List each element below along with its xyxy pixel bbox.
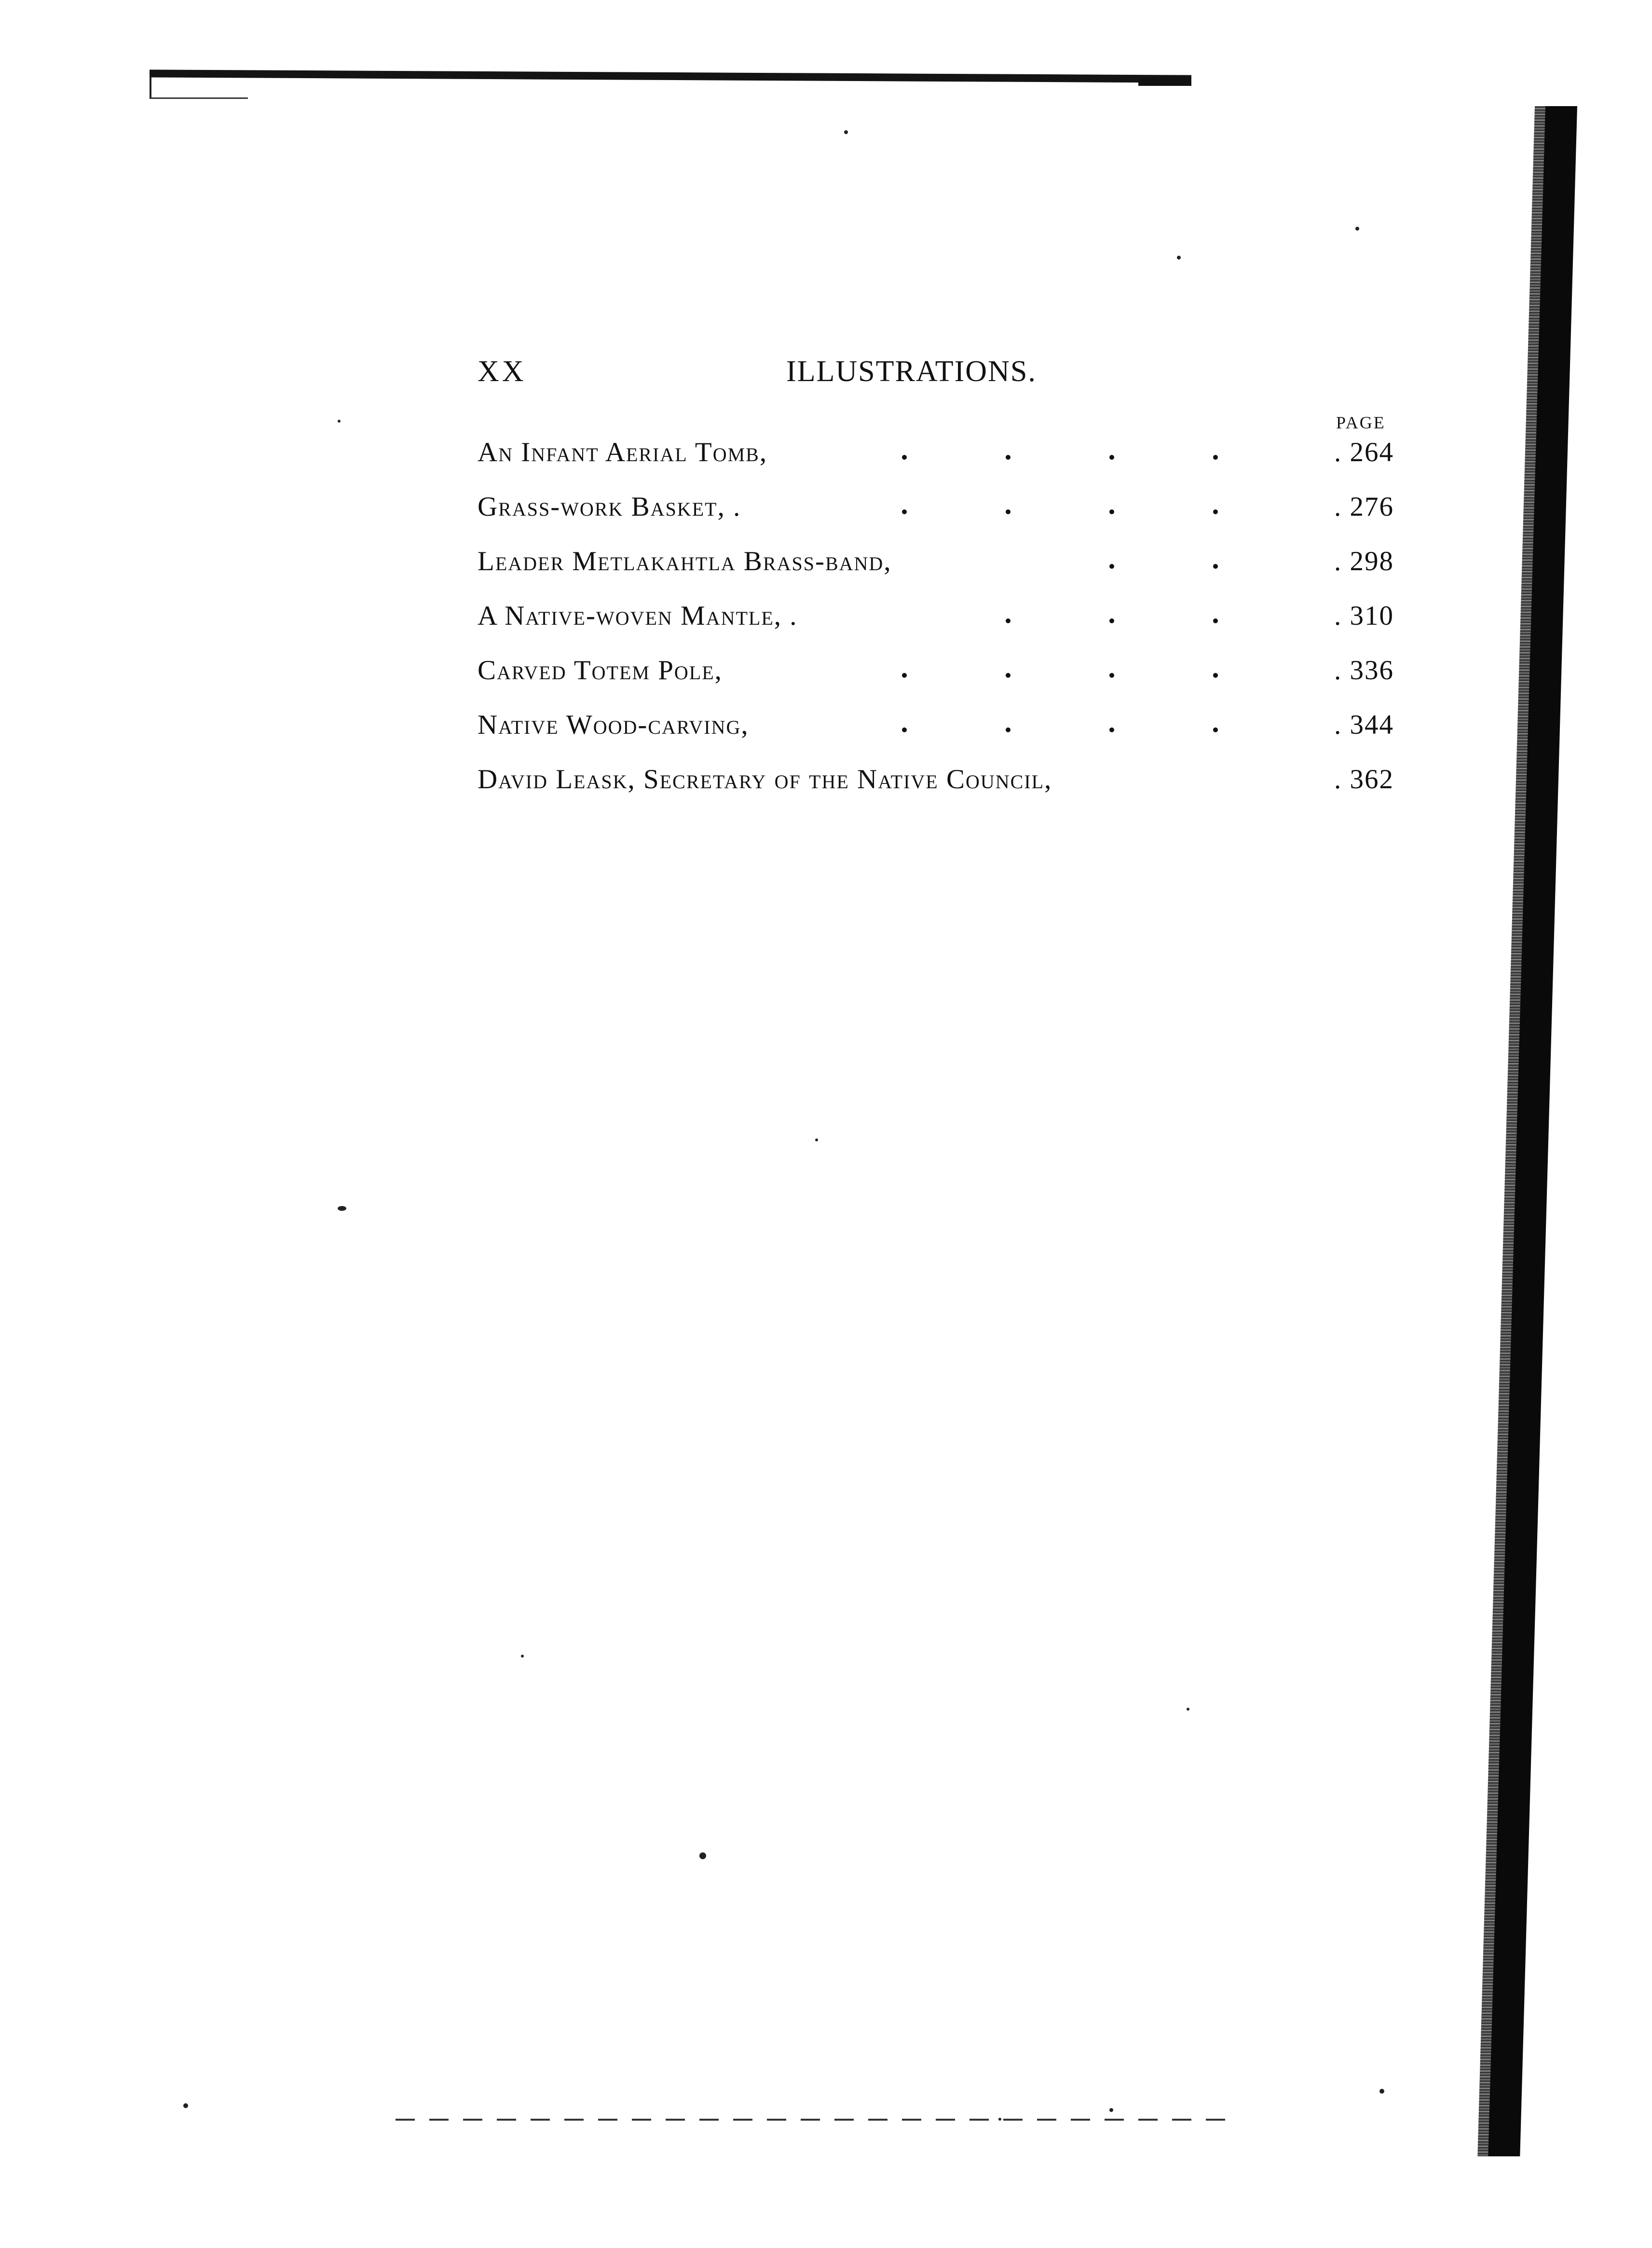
- leader-dots: [478, 655, 1394, 693]
- list-item: [478, 764, 1394, 818]
- running-title: ILLUSTRATIONS.: [786, 355, 1037, 388]
- page-header: [478, 355, 1394, 398]
- entry-page: . 310: [1334, 601, 1394, 631]
- page-edge: [1486, 106, 1577, 2156]
- leader-dots: [478, 600, 1394, 639]
- entry-page: . 336: [1334, 655, 1394, 685]
- entry-page: . 344: [1334, 710, 1394, 740]
- page-number: XX: [478, 355, 527, 388]
- entry-title: Leader Metlakahtla Brass-band,: [478, 546, 892, 576]
- bottom-rule: [396, 2119, 1225, 2121]
- page-column-label: PAGE: [1336, 413, 1386, 432]
- list-item: [478, 600, 1394, 655]
- top-rule-end: [1138, 77, 1191, 86]
- list-item: [478, 655, 1394, 709]
- illustrations-list: [478, 437, 1394, 818]
- list-item: [478, 546, 1394, 600]
- top-rule: [150, 69, 1191, 82]
- entry-title: Carved Totem Pole,: [478, 655, 723, 685]
- entry-page: . 264: [1334, 437, 1394, 467]
- leader-dots: [478, 709, 1394, 748]
- leader-dots: [478, 437, 1394, 475]
- entry-title: Native Wood-carving,: [478, 710, 749, 740]
- entry-page: . 298: [1334, 546, 1394, 576]
- list-item: [478, 437, 1394, 491]
- leader-dots: [478, 491, 1394, 530]
- list-item: [478, 709, 1394, 764]
- entry-page: . 362: [1334, 764, 1394, 795]
- entry-title: An Infant Aerial Tomb,: [478, 437, 768, 467]
- list-item: [478, 491, 1394, 546]
- entry-title: David Leask, Secretary of the Native Council,: [478, 764, 1052, 795]
- entry-page: . 276: [1334, 492, 1394, 522]
- leader-dots: [478, 546, 1394, 584]
- entry-title: Grass-work Basket, .: [478, 492, 741, 522]
- entry-title: A Native-woven Mantle, .: [478, 601, 798, 631]
